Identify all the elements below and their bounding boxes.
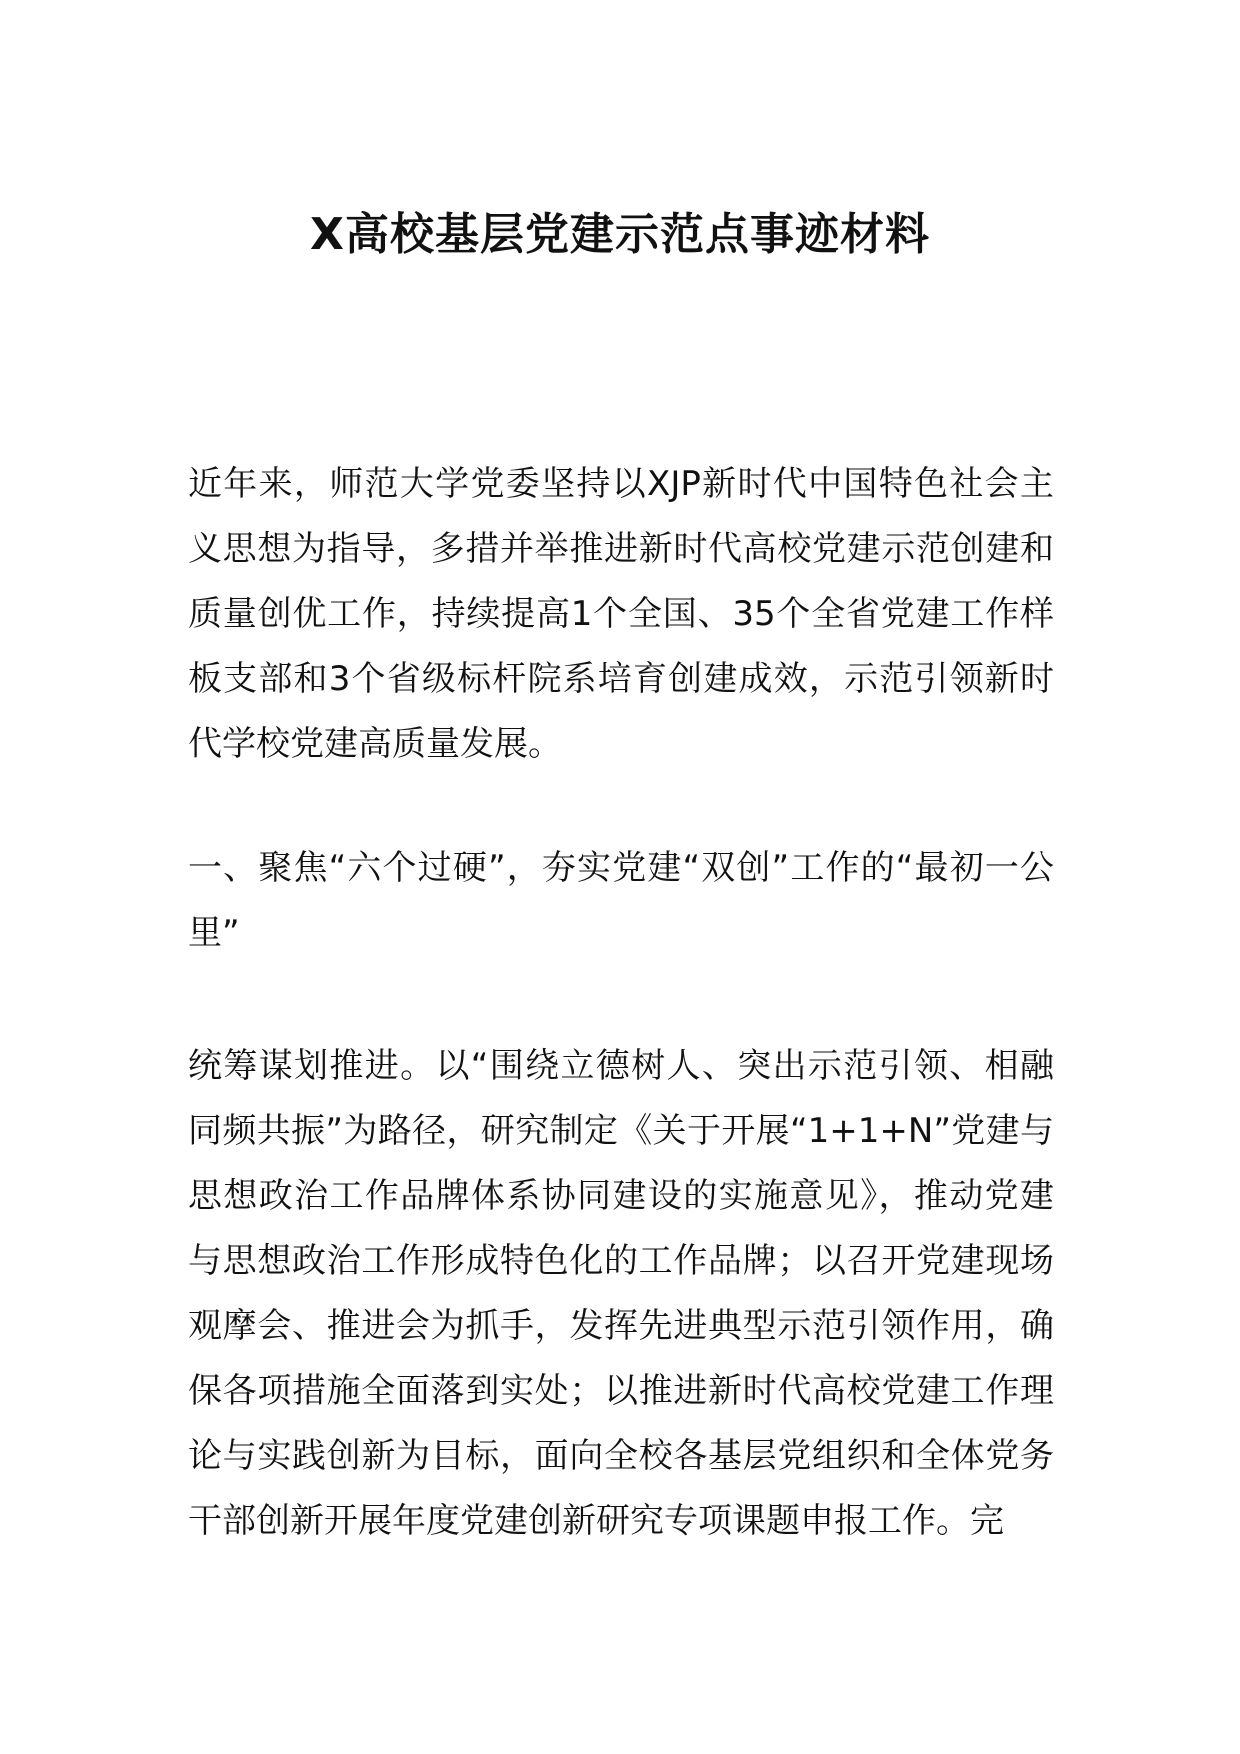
intro-paragraph: 近年来，师范大学党委坚持以XJP新时代中国特色社会主义思想为指导，多措并举推进新时代高校党建示范创建和质量创优工作，持续提高1个全国、35个全省党建工作样板支部和3个省级标杆院系培育创建成效，示范引领新时代学校党建高质量发展。	[188, 464, 1054, 764]
document-title: X高校基层党建示范点事迹材料	[310, 209, 930, 260]
section-heading: 一、聚焦“六个过硬”，夯实党建“双创”工作的“最初一公里”	[188, 848, 1054, 953]
section-paragraph: 统筹谋划推进。以“围绕立德树人、突出示范引领、相融同频共振”为路径，研究制定《关于开展“1+1+N”党建与思想政治工作品牌体系协同建设的实施意见》，推动党建与思想政治工作形成特色化的工作品牌；以召开党建现场观摩会、推进会为抓手，发挥先进典型示范引领作用，确保各项措施全面落到实处；以推进新时代高校党建工作理论与实践创新为目标，面向全校各基层党组织和全体党务干部创新开展年度党建创新研究专项课题申报工作。完	[188, 1046, 1054, 1541]
